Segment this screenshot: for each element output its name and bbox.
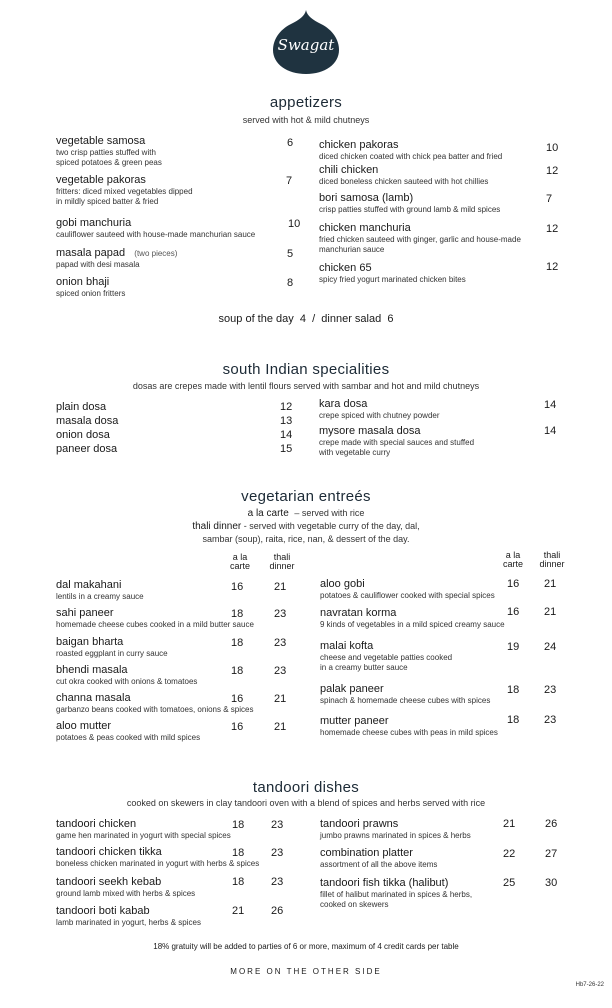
price-thali: 26 [545,818,558,830]
item-desc: homemade cheese cubes cooked in a mild butter sauce [56,620,254,629]
item-price: 7 [546,193,553,205]
price-thali: 30 [545,877,558,889]
item-name: onion bhaji [56,276,110,288]
item-desc: fritters: diced mixed vegetables dipped [56,187,193,196]
menu-item [319,139,502,162]
item-name: sahi paneer [56,607,114,619]
item-price: 8 [287,277,294,289]
item-name: chicken pakoras [319,139,399,151]
menu-item [320,847,437,870]
item-desc: jumbo prawns marinated in spices & herbs [320,831,471,840]
price-thali: 21 [544,578,557,590]
item-name: plain dosa [56,401,107,413]
item-desc: with vegetable curry [319,448,391,457]
item-name: masala papad [56,247,126,259]
item-desc: cooked on skewers [320,900,389,909]
item-price: 6 [287,137,294,149]
price-thali: 23 [274,637,287,649]
item-price: 14 [280,429,293,441]
item-desc: potatoes & cauliflower cooked with special spices [320,591,495,600]
item-name: channa masala [56,692,131,704]
col-alacarte-header [222,553,258,571]
item-desc: ground lamb mixed with herbs & spices [56,889,196,898]
price-alacarte: 16 [231,721,244,733]
item-desc: two crisp patties stuffed with [56,148,156,157]
south-indian-subtitle: dosas are crepes made with lentil flours served with sambar and hot and mild chutneys [132,381,480,391]
menu-item [319,398,440,421]
menu-code: Hb7-26-22 [575,982,604,988]
col-thali-header [264,553,300,571]
tandoori-title: tandoori dishes [252,779,360,796]
menu-item [319,192,500,215]
price-alacarte: 18 [231,608,244,620]
price-alacarte: 18 [232,847,245,859]
item-desc: papad with desi masala [56,260,140,269]
item-price: 10 [288,218,301,230]
menu-item [320,818,471,841]
item-desc: diced boneless chicken sauteed with hot chillies [319,177,489,186]
item-name: chicken 65 [319,262,372,274]
item-name: kara dosa [319,398,368,410]
menu-item [56,692,253,715]
price-alacarte: 25 [503,877,516,889]
item-desc: boneless chicken marinated in yogurt with herbs & spices [56,859,260,868]
item-price: 14 [544,425,557,437]
item-desc: lamb marinated in yogurt, herbs & spices [56,918,201,927]
menu-item [56,876,195,899]
item-price: 5 [287,248,294,260]
price-thali: 21 [274,581,287,593]
price-thali: 27 [545,848,558,860]
price-thali: 21 [274,721,287,733]
more-other-side: MORE ON THE OTHER SIDE [230,967,382,976]
menu-item [56,607,254,630]
menu-item [56,846,259,869]
menu-item [56,415,118,428]
item-price: 7 [286,175,293,187]
menu-item [56,664,197,687]
item-name-row [56,247,177,260]
item-desc: crisp patties stuffed with ground lamb & mild spices [319,205,501,214]
item-name: dal makahani [56,579,122,591]
item-name: vegetable pakoras [56,174,146,186]
south-indian-title: south Indian specialities [222,361,390,378]
item-desc: 9 kinds of vegetables in a mild spiced creamy sauce [320,620,505,629]
price-thali: 24 [544,641,557,653]
item-name: navratan korma [320,607,397,619]
item-name: chili chicken [319,164,379,176]
menu-item [56,247,177,270]
item-price: 15 [280,443,293,455]
col-text: carte [229,561,250,571]
vegetarian-title: vegetarian entreés [241,488,371,505]
price-alacarte: 18 [231,637,244,649]
menu-item [320,683,490,706]
menu-item [56,401,106,414]
item-name: aloo mutter [56,720,112,732]
tandoori-subtitle: cooked on skewers in clay tandoori oven with a blend of spices and herbs served with rice [126,798,486,808]
menu-item [319,164,488,187]
menu-item [56,636,168,659]
item-desc: fried chicken sauteed with ginger, garlic and house-made [319,235,521,244]
menu-item [320,607,505,630]
item-name: palak paneer [320,683,384,695]
thali-note: - served with vegetable curry of the day, dal, [241,521,420,531]
price-alacarte: 18 [507,714,520,726]
menu-item [319,425,474,458]
item-name: combination platter [320,847,413,859]
vegetarian-line1 [0,508,612,519]
price-thali: 21 [274,693,287,705]
col-text: thali [543,550,561,560]
item-price: 12 [280,401,293,413]
item-desc: crepe spiced with chutney powder [319,411,440,420]
item-desc: spicy fried yogurt marinated chicken bites [319,275,466,284]
thali-label: thali dinner [192,521,242,532]
item-name: paneer dosa [56,443,118,455]
alacarte-label: a la carte [247,508,289,519]
appetizers-title: appetizers [269,94,343,111]
item-price: 12 [546,261,559,273]
menu-item [56,443,117,456]
price-thali: 23 [271,819,284,831]
item-name: malai kofta [320,640,374,652]
menu-item [319,262,466,285]
item-name: masala dosa [56,415,119,427]
vegetarian-line3: sambar (soup), raita, rice, nan, & dessert of the day. [202,534,410,544]
menu-item [56,720,200,743]
price-alacarte: 21 [232,905,245,917]
price-alacarte: 16 [231,581,244,593]
col-thali-header [534,551,570,569]
item-name: tandoori seekh kebab [56,876,162,888]
col-text: carte [502,559,523,569]
item-price: 10 [546,142,559,154]
col-text: a la [232,552,248,562]
item-name: onion dosa [56,429,110,441]
item-name: tandoori fish tikka (halibut) [320,877,449,889]
item-price: 14 [544,399,557,411]
price-alacarte: 16 [507,606,520,618]
price-alacarte: 16 [231,693,244,705]
item-desc: diced chicken coated with chick pea batter and fried [319,152,503,161]
item-desc: potatoes & peas cooked with mild spices [56,733,201,742]
item-desc: spiced potatoes & green peas [56,158,162,167]
price-thali: 26 [271,905,284,917]
item-desc: spinach & homemade cheese cubes with spices [320,696,491,705]
soup-salad-line: soup of the day 4 / dinner salad 6 [218,313,394,325]
vegetarian-line2 [0,521,612,532]
item-note: (two pieces) [134,249,178,258]
price-thali: 23 [271,847,284,859]
item-desc: cut okra cooked with onions & tomatoes [56,677,198,686]
item-price: 12 [546,223,559,235]
col-text: dinner [539,559,565,569]
price-alacarte: 19 [507,641,520,653]
item-name: mutter paneer [320,715,389,727]
menu-item [320,640,452,673]
item-desc: crepe made with special sauces and stuffed [319,438,475,447]
item-name: tandoori prawns [320,818,399,830]
price-alacarte: 18 [507,684,520,696]
item-desc: assortment of all the above items [320,860,438,869]
item-name: tandoori chicken [56,818,137,830]
item-name: vegetable samosa [56,135,146,147]
item-name: bori samosa (lamb) [319,192,414,204]
menu-item [56,818,231,841]
item-name: tandoori boti kabab [56,905,150,917]
item-desc: manchurian sauce [319,245,385,254]
appetizers-subtitle: served with hot & mild chutneys [242,115,370,125]
price-thali: 23 [274,608,287,620]
alacarte-note: – served with rice [294,508,365,518]
menu-item [56,174,193,207]
item-name: chicken manchuria [319,222,411,234]
item-desc: spiced onion fritters [56,289,126,298]
price-alacarte: 21 [503,818,516,830]
price-alacarte: 18 [231,665,244,677]
price-thali: 23 [271,876,284,888]
price-thali: 23 [544,714,557,726]
item-desc: roasted eggplant in curry sauce [56,649,168,658]
menu-item [320,715,498,738]
menu-item [56,135,162,168]
item-desc: homemade cheese cubes with peas in mild spices [320,728,498,737]
item-name: baigan bharta [56,636,124,648]
menu-item [56,276,125,299]
item-price: 13 [280,415,293,427]
price-alacarte: 16 [507,578,520,590]
col-text: thali [273,552,291,562]
item-name: aloo gobi [320,578,365,590]
price-alacarte: 18 [232,819,245,831]
item-desc: in mildly spiced batter & fried [56,197,159,206]
price-thali: 23 [274,665,287,677]
item-desc: game hen marinated in yogurt with special spices [56,831,231,840]
item-name: gobi manchuria [56,217,132,229]
price-thali: 23 [544,684,557,696]
item-desc: in a creamy butter sauce [320,663,408,672]
col-alacarte-header [495,551,531,569]
item-desc: garbanzo beans cooked with tomatoes, onions & spices [56,705,254,714]
item-name: mysore masala dosa [319,425,421,437]
item-desc: cheese and vegetable patties cooked [320,653,453,662]
gratuity-note: 18% gratuity will be added to parties of 6 or more, maximum of 4 credit cards per table [153,942,459,951]
menu-item [56,579,144,602]
item-desc: lentils in a creamy sauce [56,592,144,601]
logo-text: Swagat [277,36,335,54]
item-name: tandoori chicken tikka [56,846,162,858]
price-thali: 21 [544,606,557,618]
menu-item [56,429,110,442]
item-desc: fillet of halibut marinated in spices & herbs, [320,890,473,899]
menu-item [319,222,521,255]
col-text: a la [505,550,521,560]
price-alacarte: 22 [503,848,516,860]
menu-item [320,578,495,601]
menu-item [56,217,255,240]
col-text: dinner [269,561,295,571]
menu-item [320,877,472,910]
item-desc: cauliflower sauteed with house-made manchurian sauce [56,230,256,239]
menu-item [56,905,201,928]
item-price: 12 [546,165,559,177]
price-alacarte: 18 [232,876,245,888]
item-name: bhendi masala [56,664,128,676]
